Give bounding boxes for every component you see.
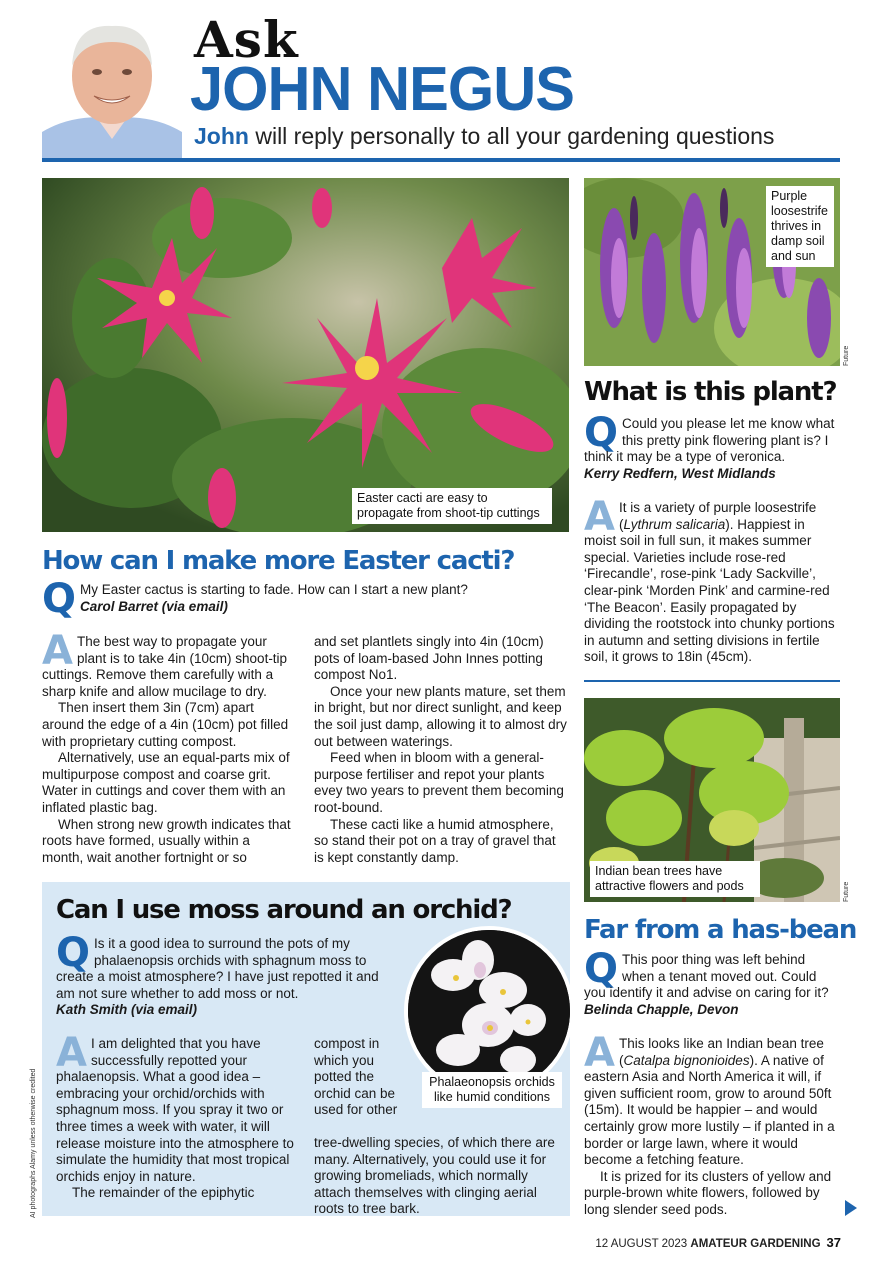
loosestrife-caption: Purple loosestrife thrives in damp soil and sun — [766, 186, 834, 267]
question-drop-cap: Q — [584, 410, 619, 456]
answer-drop-cap: A — [42, 628, 73, 674]
easter-cactus-answer-col2: and set plantlets singly into 4in (10cm) pots of loam-based John Innes potting compost No1. Once your new plants mature, set them in bright, but nor direct sunlight, and keep the soil just damp, allowing it to almost dry out between waterings. Feed when in bloom with a general-purpose fertiliser and repot your plants evey two years to prevent them becoming root-bound. These cacti like a humid atmosphere, so stand their pot on a tray of gravel that is kept constantly damp. — [314, 634, 567, 865]
author-portrait — [42, 14, 182, 160]
section-divider — [584, 680, 840, 682]
loosestrife-photo-credit: Future — [843, 345, 850, 366]
answer-drop-cap: A — [584, 1030, 615, 1076]
bean-tree-caption: Indian bean trees have attractive flowers and pods — [590, 861, 760, 897]
answer-drop-cap: A — [584, 494, 615, 540]
column-kicker: Ask — [194, 10, 299, 69]
bean-tree-answer: A This looks like an Indian bean tree (Catalpa bignonioides). A native of eastern Asia and North America it will, if given sufficient room, grow to around 50ft (15m). It would be happier – and would certainly grow more lustily – if planted in a border or large lawn, where it would become a fetching feature. It is prized for its clusters of yellow and purple-brown white flowers, followed by long slender seed pods. — [584, 1030, 835, 1217]
answer-drop-cap: A — [56, 1030, 87, 1076]
photo-credit-line: AI photographs Alamy unless otherwise credited — [30, 1068, 37, 1218]
orchid-answer-col2-bottom: tree-dwelling species, of which there are many. Alternatively, you could use it for growing bromeliads, which normally attach themselves with clinging aerial roots to tree bark. — [314, 1135, 555, 1217]
orchid-question: Q Is it a good idea to surround the pots of my phalaenopsis orchids with sphagnum moss to create a moist atmosphere? I have just repotted it and am not sure whether to add moss or not. Kath Smith (via email) — [56, 930, 379, 1018]
column-subtitle: John will reply personally to all your gardening questions — [194, 123, 775, 149]
easter-cactus-question: Q My Easter cactus is starting to fade. How can I start a new plant? Carol Barret (via email) — [42, 576, 468, 622]
loosestrife-question: Q Could you please let me know what this pretty pink flowering plant is? I think it may be a type of veronica. Kerry Redfern, West Midlands — [584, 410, 835, 481]
bean-tree-heading: Far from a has-bean — [584, 915, 857, 945]
page-footer: 12 AUGUST 2023 AMATEUR GARDENING 37 — [595, 1235, 841, 1250]
orchid-answer-col1: A I am delighted that you have successfully repotted your phalaenopsis. What a good idea – embracing your orchid/orchids with sphagnum moss. If you spray it two or three times a week with water, it will release moisture into the atmosphere to simulate the humidity that most tropical orchids enjoy in nature. The remainder of the epiphytic — [56, 1030, 294, 1201]
bean-tree-question: Q This poor thing was left behind when a tenant moved out. Could you identify it and advise on caring for it? Belinda Chapple, Devon — [584, 946, 829, 1017]
loosestrife-heading: What is this plant? — [584, 377, 837, 407]
bean-tree-photo-credit: Future — [843, 881, 850, 902]
easter-cactus-photo — [42, 178, 569, 532]
orchid-heading: Can I use moss around an orchid? — [56, 895, 512, 925]
easter-cactus-heading: How can I make more Easter cacti? — [42, 546, 515, 576]
continue-arrow-icon — [845, 1200, 857, 1216]
question-drop-cap: Q — [584, 946, 619, 992]
column-title: JOHN NEGUS — [190, 55, 574, 124]
loosestrife-answer: A It is a variety of purple loosestrife (Lythrum salicaria). Happiest in moist soil in full sun, it makes summer special. Varieties include rose-red ‘Firecandle’, rose-pink ‘Lady Sackville’, clear-pink ‘Morden Pink’ and carmine-red ‘The Beacon’. Easily propagated by dividing the rootstock into chunky portions in autumn and setting divisions in fertile soil, it grows to 18in (45cm). — [584, 494, 835, 665]
page-number: 37 — [826, 1235, 841, 1250]
question-drop-cap: Q — [56, 930, 91, 976]
easter-cactus-answer-col1: A The best way to propagate your plant is to take 4in (10cm) shoot-tip cuttings. Remove them carefully with a sharp knife and allow mucilage to dry. Then insert them 3in (7cm) apart around the edge of a 4in (10cm) pot filled with proprietary cutting compost. Alternatively, use an equal-parts mix of multipurpose compost and coarse grit. Water in cuttings and cover them with an inflated plastic bag. When strong new growth indicates that roots have formed, usually within a month, wait another fortnight or so — [42, 628, 291, 865]
easter-cactus-caption: Easter cacti are easy to propagate from shoot-tip cuttings — [352, 488, 552, 524]
header-divider — [42, 158, 840, 162]
orchid-answer-col2-top: compost in which you potted the orchid can be used for other — [314, 1036, 398, 1118]
orchid-caption: Phalaeonopsis orchids like humid conditions — [422, 1072, 562, 1108]
orchid-photo — [404, 926, 574, 1096]
question-drop-cap: Q — [42, 576, 77, 622]
